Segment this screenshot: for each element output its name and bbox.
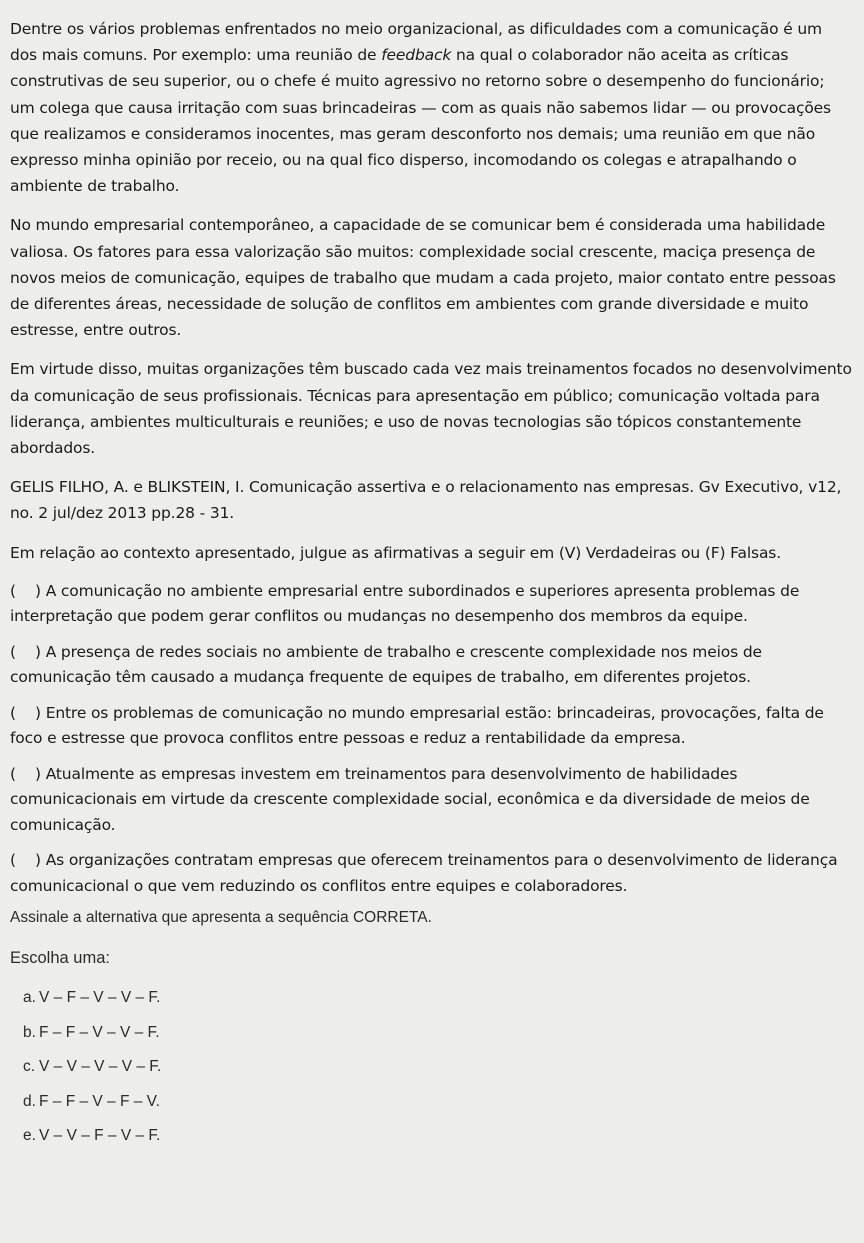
statement-item xyxy=(10,640,852,691)
option-text: F – F – V – F – V. xyxy=(39,1092,160,1110)
answer-blank: ( ) xyxy=(10,851,41,870)
statement-item xyxy=(10,762,852,839)
statement-item xyxy=(10,701,852,752)
option-letter: b. xyxy=(23,1023,36,1041)
instruction-text: Assinale a alternativa que apresenta a sequência CORRETA. xyxy=(10,909,432,927)
context-paragraph-1 xyxy=(10,16,852,199)
context-paragraph-3: Em virtude disso, muitas organizações têm buscado cada vez mais treinamentos focados no desenvolvimento da comunicação de seus profissionais. Técnicas para apresentação em público; comunicação voltada para liderança, ambientes multiculturais e reuniões; e uso de novas tecnologias são tópicos constantemente abordados. xyxy=(10,360,852,458)
option-letter: e. xyxy=(23,1127,36,1145)
option-text: V – V – V – V – F. xyxy=(39,1058,162,1076)
option-c[interactable] xyxy=(23,1057,852,1092)
context-paragraph-2: No mundo empresarial contemporâneo, a capacidade de se comunicar bem é considerada uma habilidade valiosa. Os fatores para essa valorização são muitos: complexidade social crescente, maciça presença de novos meios de comunicação, equipes de trabalho que mudam a cada projeto, maior contato entre pessoas de diferentes áreas, necessidade de solução de conflitos em ambientes com grande diversidade e muito estresse, entre outros. xyxy=(10,216,836,340)
context-paragraph-1-end: na qual o colaborador não aceita as críticas construtivas de seu superior, ou o chefe é muito agressivo no retorno sobre o desempenho do funcionário; um colega que causa irritação com suas brincadeiras — com as quais não sabemos lidar — ou provocações que realizamos e consideramos inocentes, mas geram desconforto nos demais; uma reunião em que não expresso minha opinião por receio, ou na qual fico disperso, incomodando os colegas e atrapalhando o ambiente de trabalho. xyxy=(10,46,831,196)
answer-blank: ( ) xyxy=(10,581,41,600)
option-text: V – F – V – V – F. xyxy=(39,989,161,1007)
option-text: V – V – F – V – F. xyxy=(39,1127,161,1145)
answer-blank: ( ) xyxy=(10,764,41,783)
statement-text: A presença de redes sociais no ambiente de trabalho e crescente complexidade nos meios de comunicação têm causado a mudança frequente de equipes de trabalho, em diferentes projetos. xyxy=(10,642,762,687)
answer-options xyxy=(23,988,852,1161)
statement-text: Atualmente as empresas investem em treinamentos para desenvolvimento de habilidades comunicacionais em virtude da crescente complexidade social, econômica e da diversidade de meios de comunicação. xyxy=(10,764,810,834)
option-letter: d. xyxy=(23,1092,36,1110)
statement-item xyxy=(10,579,852,630)
statement-text: As organizações contratam empresas que oferecem treinamentos para o desenvolvimento de liderança comunicacional o que vem reduzindo os conflitos entre equipes e colaboradores. xyxy=(10,851,838,895)
choose-label: Escolha uma: xyxy=(10,949,110,968)
option-letter: a. xyxy=(23,989,36,1007)
italic-term: feedback xyxy=(381,46,452,65)
statement-item xyxy=(10,848,852,899)
statement-text: Entre os problemas de comunicação no mundo empresarial estão: brincadeiras, provocações, falta de foco e estresse que provoca conflitos entre pessoas e reduz a rentabilidade da empresa. xyxy=(10,703,824,748)
answer-blank: ( ) xyxy=(10,703,41,722)
option-letter: c. xyxy=(23,1058,36,1076)
question-prompt: Em relação ao contexto apresentado, julgue as afirmativas a seguir em (V) Verdadeiras ou (F) Falsas. xyxy=(10,543,781,562)
option-b[interactable] xyxy=(23,1023,852,1058)
context-paragraph-1-start: Dentre os vários problemas enfrentados no meio organizacional, as dificuldades com a comunicação é um dos mais comuns. Por exemplo: uma reunião de xyxy=(10,20,822,65)
citation: GELIS FILHO, A. e BLIKSTEIN, I. Comunicação assertiva e o relacionamento nas empresas. Gv Executivo, v12, no. 2 jul/dez 2013 pp.28 - 31. xyxy=(10,478,842,523)
option-e[interactable] xyxy=(23,1126,852,1161)
option-d[interactable] xyxy=(23,1092,852,1127)
option-a[interactable] xyxy=(23,988,852,1023)
answer-blank: ( ) xyxy=(10,642,41,661)
statement-text: A comunicação no ambiente empresarial entre subordinados e superiores apresenta problemas de interpretação que podem gerar conflitos ou mudanças no desempenho dos membros da equipe. xyxy=(10,581,800,626)
option-text: F – F – V – V – F. xyxy=(39,1023,160,1041)
statement-list xyxy=(10,579,852,900)
